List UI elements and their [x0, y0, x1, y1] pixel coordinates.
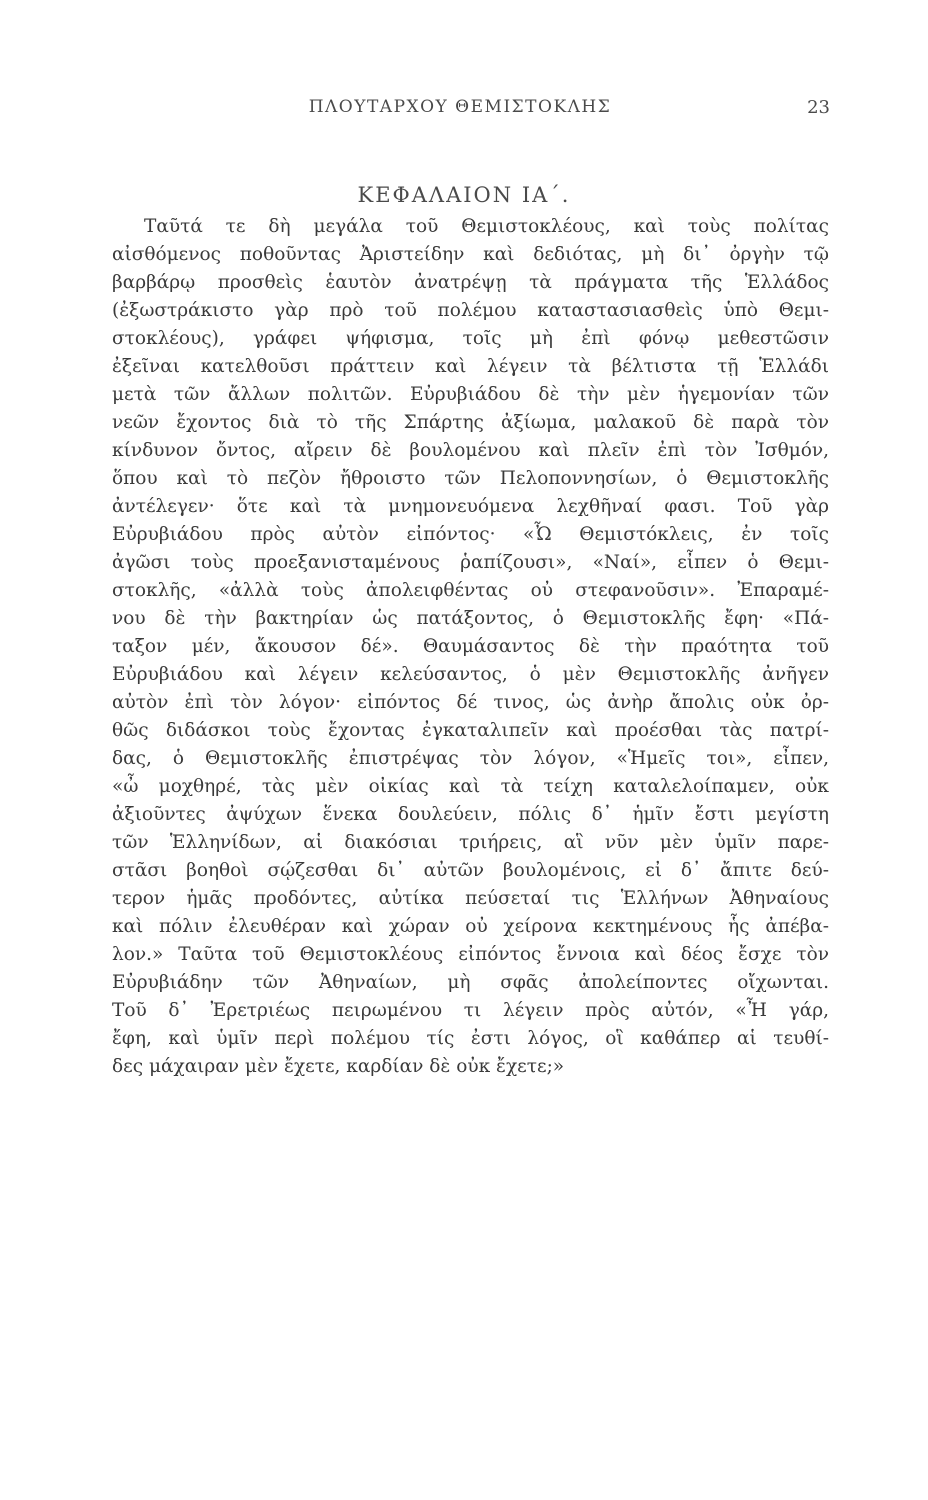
- text-line: στᾶσι βοηθοὶ σῴζεσθαι δι᾽ αὐτῶν βουλομένοις, εἰ δ᾽ ἄπιτε δεύ-: [112, 860, 829, 881]
- text-line: δες μάχαιραν μὲν ἔχετε, καρδίαν δὲ οὐκ ἔχετε;»: [112, 1056, 565, 1077]
- text-line: δας, ὁ Θεμιστοκλῆς ἐπιστρέψας τὸν λόγον, «Ἡμεῖς τοι», εἶπεν,: [112, 748, 829, 769]
- text-line: βαρβάρῳ προσθεὶς ἑαυτὸν ἀνατρέψῃ τὰ πράγματα τῆς Ἑλλάδος: [112, 272, 829, 293]
- text-line: στοκλέους), γράφει ψήφισμα, τοῖς μὴ ἐπὶ φόνῳ μεθεστῶσιν: [112, 328, 829, 349]
- text-line: ὅπου καὶ τὸ πεζὸν ἤθροιστο τῶν Πελοποννησίων, ὁ Θεμιστοκλῆς: [112, 468, 829, 489]
- running-title: ΠΛΟΥΤΑΡΧΟΥ ΘΕΜΙΣΤΟΚΛΗΣ: [308, 97, 612, 117]
- text-line: Ταῦτά τε δὴ μεγάλα τοῦ Θεμιστοκλέους, καὶ τοὺς πολίτας: [144, 216, 829, 237]
- page-number: 23: [807, 97, 830, 118]
- text-line: στοκλῆς, «ἀλλὰ τοὺς ἀπολειφθέντας οὐ στεφανοῦσιν». Ἐπαραμέ-: [112, 580, 829, 601]
- text-line: Τοῦ δ᾽ Ἐρετριέως πειρωμένου τι λέγειν πρὸς αὐτόν, «Ἦ γάρ,: [112, 1000, 829, 1021]
- text-line: ἀξιοῦντες ἀψύχων ἕνεκα δουλεύειν, πόλις δ᾽ ἡμῖν ἔστι μεγίστη: [112, 804, 829, 825]
- text-line: κίνδυνον ὄντος, αἴρειν δὲ βουλομένου καὶ πλεῖν ἐπὶ τὸν Ἰσθμόν,: [112, 440, 829, 461]
- text-line: Εὐρυβιάδην τῶν Ἀθηναίων, μὴ σφᾶς ἀπολείποντες οἴχωνται.: [112, 972, 829, 993]
- text-line: νου δὲ τὴν βακτηρίαν ὡς πατάξοντος, ὁ Θεμιστοκλῆς ἔφη· «Πά-: [112, 608, 829, 629]
- text-line: μετὰ τῶν ἄλλων πολιτῶν. Εὐρυβιάδου δὲ τὴν μὲν ἡγεμονίαν τῶν: [112, 384, 829, 405]
- text-line: ἐξεῖναι κατελθοῦσι πράττειν καὶ λέγειν τὰ βέλτιστα τῇ Ἑλλάδι: [112, 356, 829, 377]
- text-line: Εὐρυβιάδου πρὸς αὐτὸν εἰπόντος· «Ὦ Θεμιστόκλεις, ἐν τοῖς: [112, 524, 829, 545]
- text-line: αἰσθόμενος ποθοῦντας Ἀριστείδην καὶ δεδιότας, μὴ δι᾽ ὀργὴν τῷ: [112, 244, 829, 265]
- text-line: αὐτὸν ἐπὶ τὸν λόγον· εἰπόντος δέ τινος, ὡς ἀνὴρ ἄπολις οὐκ ὀρ-: [112, 692, 829, 713]
- text-line: ταξον μέν, ἄκουσον δέ». Θαυμάσαντος δὲ τὴν πραότητα τοῦ: [112, 636, 829, 657]
- body-text: [112, 213, 829, 1081]
- text-line: (ἐξωστράκιστο γὰρ πρὸ τοῦ πολέμου καταστασιασθεὶς ὑπὸ Θεμι-: [112, 300, 829, 321]
- text-line: ἀγῶσι τοὺς προεξανισταμένους ῥαπίζουσι», «Ναί», εἶπεν ὁ Θεμι-: [112, 552, 829, 573]
- text-line: θῶς διδάσκοι τοὺς ἔχοντας ἐγκαταλιπεῖν καὶ προέσθαι τὰς πατρί-: [112, 720, 829, 741]
- text-line: λον.» Ταῦτα τοῦ Θεμιστοκλέους εἰπόντος ἔννοια καὶ δέος ἔσχε τὸν: [112, 944, 829, 965]
- text-line: ἀντέλεγεν· ὅτε καὶ τὰ μνημονευόμενα λεχθῆναί φασι. Τοῦ γὰρ: [112, 496, 829, 517]
- text-line: νεῶν ἔχοντος διὰ τὸ τῆς Σπάρτης ἀξίωμα, μαλακοῦ δὲ παρὰ τὸν: [112, 412, 829, 433]
- text-line: τερον ἡμᾶς προδόντες, αὐτίκα πεύσεταί τις Ἑλλήνων Ἀθηναίους: [112, 888, 829, 909]
- chapter-heading: ΚΕΦΑΛΑΙΟΝ ΙΑ΄.: [357, 183, 571, 207]
- text-line: καὶ πόλιν ἐλευθέραν καὶ χώραν οὐ χείρονα κεκτημένους ἧς ἀπέβα-: [112, 916, 829, 937]
- text-line: ἔφη, καὶ ὑμῖν περὶ πολέμου τίς ἐστι λόγος, οἳ καθάπερ αἱ τευθί-: [112, 1028, 829, 1049]
- text-line: «ὦ μοχθηρέ, τὰς μὲν οἰκίας καὶ τὰ τείχη καταλελοίπαμεν, οὐκ: [112, 776, 829, 797]
- text-line: τῶν Ἑλληνίδων, αἱ διακόσιαι τριήρεις, αἳ νῦν μὲν ὑμῖν παρε-: [112, 832, 829, 853]
- text-line: Εὐρυβιάδου καὶ λέγειν κελεύσαντος, ὁ μὲν Θεμιστοκλῆς ἀνῆγεν: [112, 664, 829, 685]
